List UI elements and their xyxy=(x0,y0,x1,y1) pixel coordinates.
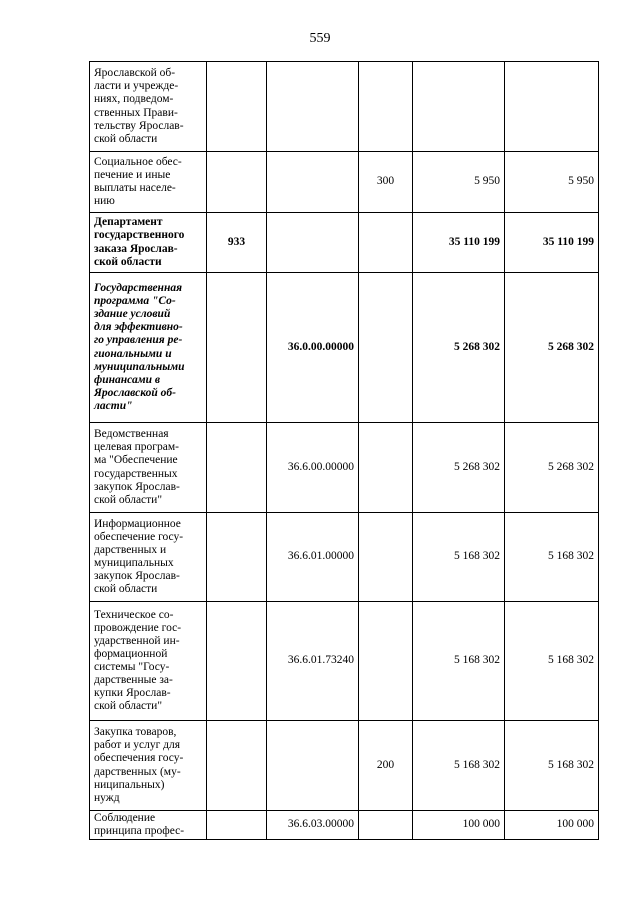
row-name-text: Ярославской об- ласти и учрежде- ниях, подведом- ственных Прави- тельству Ярослав- ской области xyxy=(94,67,184,145)
row-name xyxy=(90,721,207,811)
row-dept-code xyxy=(207,423,267,513)
row-expense-type xyxy=(359,513,413,602)
row-target-code xyxy=(267,152,359,213)
row-name xyxy=(90,811,207,840)
row-sum-1: 100 000 xyxy=(413,811,505,840)
table-row xyxy=(90,423,599,513)
row-name-text: Государственная программа "Со- здание условий для эффективно- го управления ре- гиональными и муниципальными финансами в Ярославской об- ласти" xyxy=(94,282,185,412)
row-sum-2: 5 168 302 xyxy=(505,721,599,811)
row-name xyxy=(90,213,207,273)
row-name-text: Закупка товаров, работ и услуг для обеспечения госу- дарственных (му- ниципальных) нужд xyxy=(94,726,184,804)
row-sum-1: 5 168 302 xyxy=(413,721,505,811)
row-name-text: Ведомственная целевая програм- ма "Обеспечение государственных закупок Ярослав- ской области" xyxy=(94,428,180,506)
row-name-text: Департамент государственного заказа Ярослав- ской области xyxy=(94,216,185,268)
table-row xyxy=(90,62,599,152)
row-sum-1: 5 168 302 xyxy=(413,513,505,602)
table-row xyxy=(90,273,599,423)
row-name xyxy=(90,152,207,213)
table-row xyxy=(90,513,599,602)
row-name-text: Соблюдение принципа профес- xyxy=(94,811,185,837)
row-sum-2: 35 110 199 xyxy=(505,213,599,273)
row-target-code xyxy=(267,721,359,811)
table-row xyxy=(90,811,599,840)
row-target-code: 36.6.00.00000 xyxy=(267,423,359,513)
row-target-code: 36.6.01.00000 xyxy=(267,513,359,602)
row-expense-type xyxy=(359,602,413,721)
row-sum-2 xyxy=(505,62,599,152)
row-name xyxy=(90,273,207,423)
row-sum-2: 5 168 302 xyxy=(505,602,599,721)
row-sum-1: 5 268 302 xyxy=(413,423,505,513)
row-dept-code xyxy=(207,152,267,213)
row-name xyxy=(90,602,207,721)
row-dept-code xyxy=(207,811,267,840)
row-sum-2: 5 268 302 xyxy=(505,423,599,513)
row-sum-1: 35 110 199 xyxy=(413,213,505,273)
row-target-code: 36.0.00.00000 xyxy=(267,273,359,423)
row-expense-type xyxy=(359,273,413,423)
row-expense-type xyxy=(359,423,413,513)
row-expense-type: 200 xyxy=(359,721,413,811)
row-dept-code xyxy=(207,721,267,811)
row-expense-type: 300 xyxy=(359,152,413,213)
row-dept-code xyxy=(207,273,267,423)
row-expense-type xyxy=(359,213,413,273)
row-sum-2: 5 168 302 xyxy=(505,513,599,602)
table-row xyxy=(90,152,599,213)
budget-table xyxy=(89,61,599,840)
row-name-text: Социальное обес- печение и иные выплаты населе- нию xyxy=(94,155,182,208)
row-name-text: Техническое со- провождение гос- ударственной ин- формационной системы "Госу- дарственные за- купки Ярослав- ской области" xyxy=(94,608,182,713)
row-sum-1: 5 168 302 xyxy=(413,602,505,721)
row-target-code xyxy=(267,213,359,273)
table-row xyxy=(90,602,599,721)
row-dept-code xyxy=(207,62,267,152)
row-dept-code: 933 xyxy=(207,213,267,273)
row-sum-2: 5 950 xyxy=(505,152,599,213)
row-sum-2: 5 268 302 xyxy=(505,273,599,423)
row-name xyxy=(90,423,207,513)
table-row xyxy=(90,213,599,273)
row-name-text: Информационное обеспечение госу- дарственных и муниципальных закупок Ярослав- ской области xyxy=(94,517,184,596)
row-expense-type xyxy=(359,811,413,840)
row-name xyxy=(90,513,207,602)
row-sum-1 xyxy=(413,62,505,152)
row-expense-type xyxy=(359,62,413,152)
row-sum-2: 100 000 xyxy=(505,811,599,840)
page-number: 559 xyxy=(309,31,331,46)
row-sum-1: 5 950 xyxy=(413,152,505,213)
row-target-code xyxy=(267,62,359,152)
row-name xyxy=(90,62,207,152)
row-target-code: 36.6.01.73240 xyxy=(267,602,359,721)
row-sum-1: 5 268 302 xyxy=(413,273,505,423)
row-target-code: 36.6.03.00000 xyxy=(267,811,359,840)
row-dept-code xyxy=(207,602,267,721)
table-row xyxy=(90,721,599,811)
row-dept-code xyxy=(207,513,267,602)
